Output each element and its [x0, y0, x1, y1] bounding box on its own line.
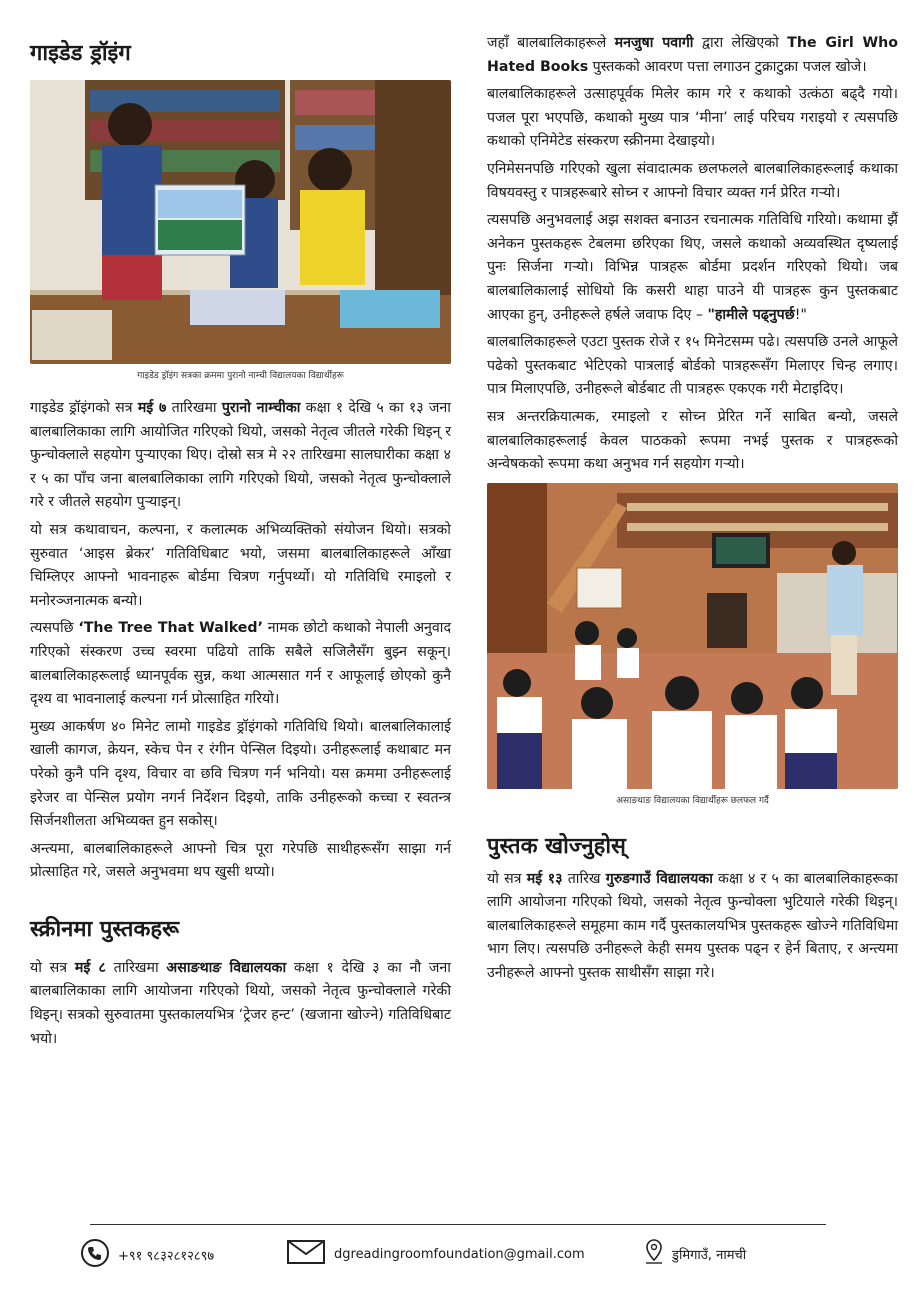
paragraph-guided-2: यो सत्र कथावाचन, कल्पना, र कलात्मक अभिव्यक्तिको संयोजन थियो। सत्रको सुरुवात ‘आइस ब्रेकर’ गतिविधिबाट भयो, जसमा बालबालिकाहरूले आँखा चिम्लिएर आफ्नो भावनाहरू बोर्डमा चित्रण गर्नुपर्थ्यो। यो गतिविधि रमाइलो र मनोरञ्जनात्मक बन्यो। [30, 521, 451, 609]
left-column [30, 0, 451, 1055]
footer-location [644, 1238, 746, 1270]
paragraph-screen-6: बालबालिकाहरूले एउटा पुस्तक रोजे र १५ मिनेटसम्म पढे। त्यसपछि उनले आफूले पढेको पुस्तकबाट भेटिएको पात्रलाई बोर्डको पात्रहरूसँग मिलाएर चिन्ह लगाए। पात्र मिलाएपछि, उनीहरूले बोर्डबाट ती पात्रहरू एकएक गरी मेटाइदिए। [487, 334, 898, 398]
footer-email [286, 1238, 585, 1270]
paragraph-screen-7: सत्र अन्तरक्रियात्मक, रमाइलो र सोच्न प्रेरित गर्ने साबित बन्यो, जसले बालबालिकाहरूलाई केवल पाठकको रूपमा नभई पुस्तक र पात्रहरूको अन्वेषकको रूपमा कथा अनुभव गर्न सहयोग गर्‍यो। [487, 408, 898, 473]
paragraph-guided-4: मुख्य आकर्षण ४० मिनेट लामो गाइडेड ड्रॉइंगको गतिविधि थियो। बालबालिकालाई खाली कागज, क्रेयन, स्केच पेन र रंगीन पेन्सिल दिइयो। उनीहरूलाई कथाबाट मन परेको कुनै पनि दृश्य, विचार वा छवि चित्रण गर्न भनियो। यस क्रममा उनीहरूलाई इरेजर वा पेन्सिल प्रयोग नगर्न निर्देशन दिइयो, ताकि उनीहरूको कच्चा र स्वतन्त्र सिर्जनशीलता अभिव्यक्त हुन सकोस्। [30, 718, 451, 830]
paragraph-find-book: यो सत्र मई १३ तारिख गुरुङगाउँ विद्यालयका कक्षा ४ र ५ का बालबालिकाहरूका लागि आयोजना गरिएको थियो, जसको नेतृत्व फुन्चोक्ला भुटियाले गरेकी थिइन्। बालबालिकाहरूले समूहमा काम गर्दै पुस्तकालयभित्र पुस्तकहरू खोज्ने गतिविधिमा भाग लिए। त्यसपछि उनीहरूले केही समय पुस्तक पढ्न र हेर्न बिताए, र अन्त्यमा उनीहरूले आफ्नो पुस्तक साथीसँग साझा गरे। [487, 870, 898, 982]
right-column [487, 32, 898, 990]
paragraph-screen-3: बालबालिकाहरूले उत्साहपूर्वक मिलेर काम गरे र कथाको उत्कंठा बढ्दै गयो। पजल पूरा भएपछि, कथाको मुख्य पात्र ‘मीना’ लाई परिचय गराइयो र त्यसपछि कथाको एनिमेटेड संस्करण स्क्रीनमा देखाइयो। [487, 86, 898, 150]
heading-guided-drawing: गाइडेड ड्रॉइंग [30, 41, 131, 66]
paragraph-screen-2: जहाँ बालबालिकाहरूले मनजुषा पवागी द्वारा लेखिएको The Girl Who Hated Books पुस्तकको आवरण पत्ता लगाउन टुक्राटुक्रा पजल खोजे। [487, 35, 898, 75]
paragraph-guided-5: अन्त्यमा, बालबालिकाहरूले आफ्नो चित्र पूरा गरेपछि साथीहरूसँग साझा गर्न प्रोत्साहित गरे, जसले अनुभवमा थप खुसी थप्यो। [30, 840, 451, 881]
paragraph-guided-1: गाइडेड ड्रॉइंगको सत्र मई ७ तारिखमा पुरानो नाम्चीका कक्षा १ देखि ५ का १३ जना बालबालिकाका लागि आयोजित गरिएको थियो, जसको नेतृत्व जीतले गरेकी थिइन् र फुन्चोक्लाले सहयोग पुर्‍याएका थिए। दोस्रो सत्र मे २२ तारिखमा सालघारीका कक्षा ४ र ५ का पाँच जना बालबालिकाका लागि गरिएको थियो, जसको नेतृत्व फुन्चोक्लाले गरे र जीतले सहयोग पुर्‍याइन्। [30, 400, 451, 511]
map-pin-icon [644, 1238, 664, 1270]
envelope-icon [286, 1238, 326, 1270]
photo1-caption: गाइडेड ड्रॉइंग सत्रका क्रममा पुरानो नाम्ची विद्यालयका विद्यार्थीहरू [137, 371, 344, 381]
paragraph-guided-3: त्यसपछि ‘The Tree That Walked’ नामक छोटो कथाको नेपाली अनुवाद गरिएको संस्करण उच्च स्वरमा पढियो ताकि सबैले सजिलैसँग बुझ्न सकून्। बालबालिकाहरूलाई ध्यानपूर्वक सुन्न, कथा आत्मसात गर्न र आफूलाई छोएको कुनै दृश्य वा भावनालाई कल्पना गर्न प्रोत्साहित गरियो। [30, 620, 452, 708]
phone-number: +९१ ९८३२८१२८९७ [118, 1249, 215, 1264]
photo-students-discussion [487, 483, 898, 789]
paragraph-screen-5: त्यसपछि अनुभवलाई अझ सशक्त बनाउन रचनात्मक गतिविधि गरियो। कथामा झैं अनेकन पुस्तकहरू टेबलमा छरिएका थिए, जसले कथाको अव्यवस्थित दृष्यलाई पुनः सिर्जना गर्‍यो। विभिन्न पात्रहरू बोर्डमा प्रदर्शन गरिएको थियो। जब बालबालिकालाई सोधियो कि कसरी थाहा पाउने यी पात्रहरू कुन पुस्तकबाट आएका हुन्, उनीहरूले हर्षले जवाफ दिए – "हामीले पढ्नुपर्छ!" [487, 212, 898, 323]
paragraph-screen-1: यो सत्र मई ८ तारिखमा असाङथाङ विद्यालयका कक्षा १ देखि ३ का नौ जना बालबालिकाका लागि आयोजना गरिएको थियो, जसको नेतृत्व फुन्चोक्लाले गरेकी थिइन्। सत्रको सुरुवातमा पुस्तकालयभित्र ‘ट्रेजर हन्ट’ (खजाना खोज्ने) गतिविधिबाट भयो। [30, 959, 451, 1047]
location-text: डुमिगाउँ, नामची [672, 1248, 747, 1263]
children-with-drawing-image [30, 80, 451, 364]
phone-icon [80, 1238, 110, 1272]
photo-children-drawing [30, 80, 451, 364]
students-discussion-image [487, 483, 898, 789]
paragraph-screen-4: एनिमेसनपछि गरिएको खुला संवादात्मक छलफलले बालबालिकाहरूलाई कथाका विषयवस्तु र पात्रहरूबारे सोच्न र आफ्नो विचार व्यक्त गर्न प्रेरित गर्‍यो। [487, 160, 898, 201]
footer-phone [80, 1238, 214, 1272]
heading-find-the-book: पुस्तक खोज्नुहोस् [487, 833, 626, 859]
photo2-caption: असाङथाङ विद्यालयका विद्यार्थीहरू छलफल गर्दै [616, 795, 769, 806]
email-address: dgreadingroomfoundation@gmail.com [334, 1246, 585, 1262]
footer [0, 1234, 919, 1274]
footer-divider [90, 1224, 826, 1225]
heading-books-on-screen: स्क्रीनमा पुस्तकहरू [30, 916, 180, 942]
